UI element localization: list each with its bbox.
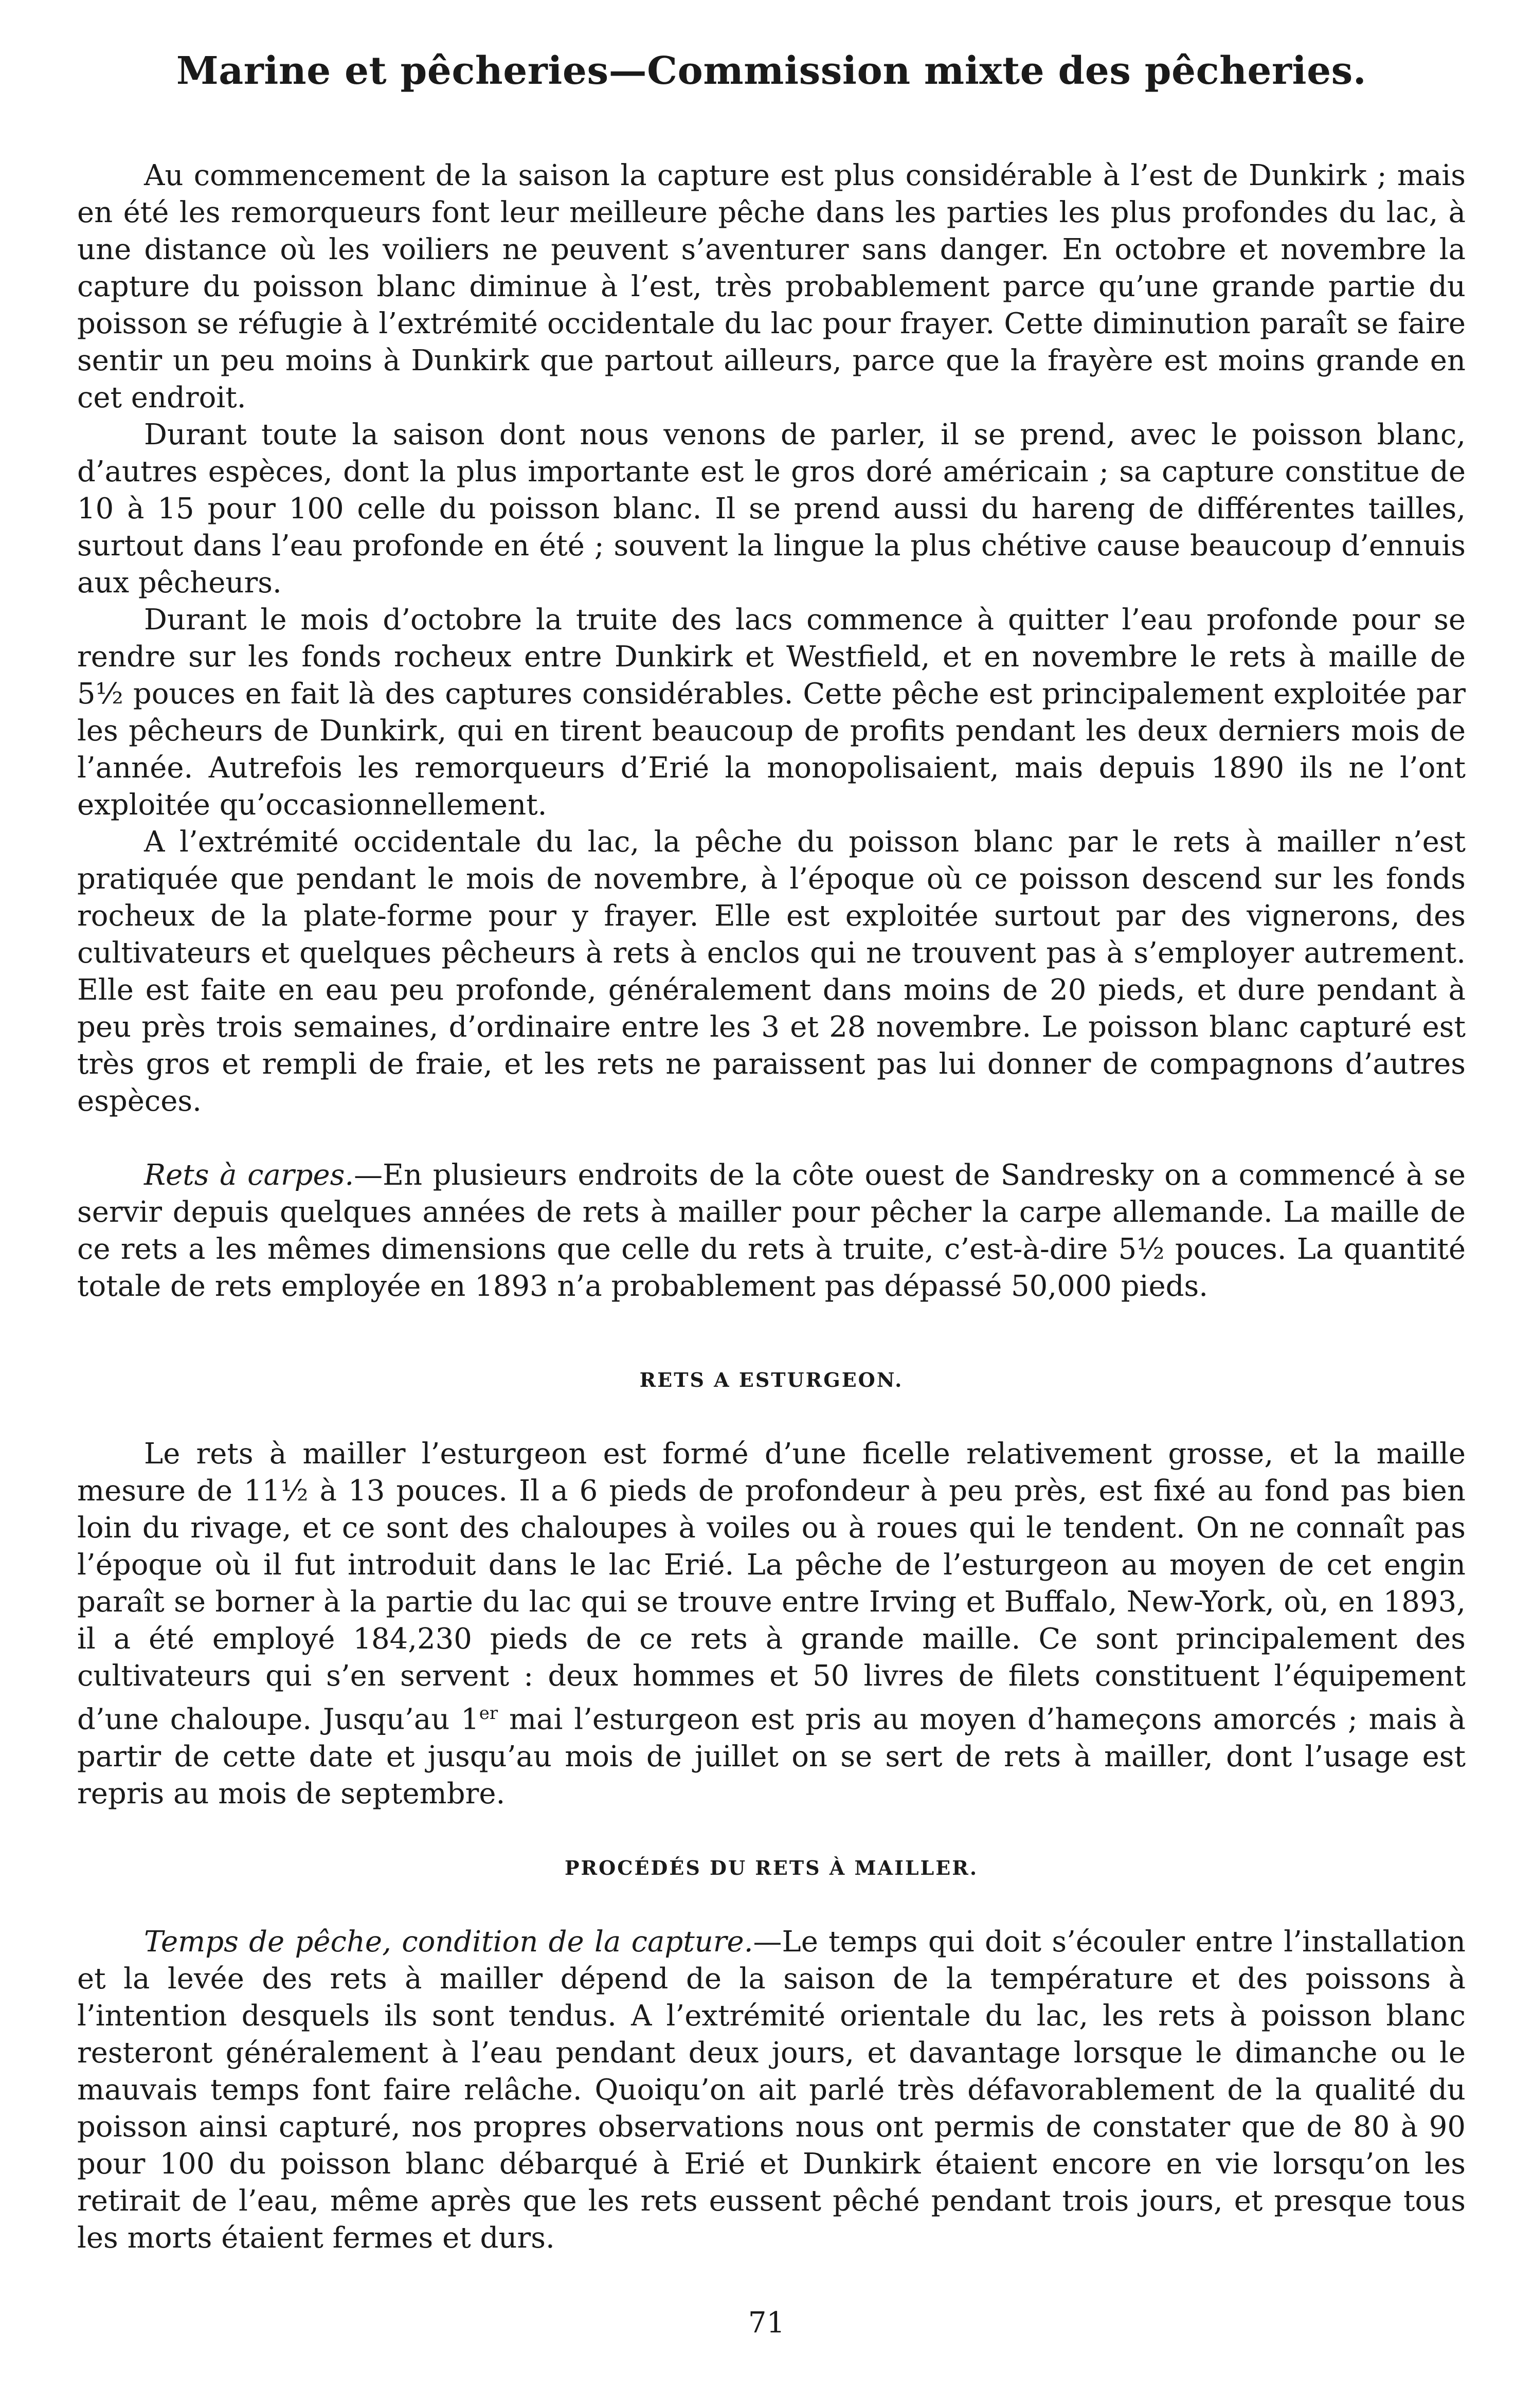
paragraph-rets-a-carpes [77,1157,1466,1305]
paragraph-extremite-occidentale: A l’extrémité occidentale du lac, la pêche du poisson blanc par le rets à mailler n’est pratiquée que pendant le mois de novembre, à l’époque où ce poisson descend sur les fonds rocheux de la plate-forme pour y frayer. Elle est exploitée surtout par des vignerons, des cultivateurs et quelques pêcheurs à rets à enclos qui ne trouvent pas à s’employer autrement. Elle est faite en eau peu profonde, généralement dans moins de 20 pieds, et dure pendant à peu près trois semaines, d’ordinaire entre les 3 et 28 novembre. Le poisson blanc capturé est très gros et rempli de fraie, et les rets ne paraissent pas lui donner de compagnons d’autres espèces. [77,825,1466,1118]
paragraph-esturgeon [77,1436,1466,1813]
paragraph-temps-de-peche [77,1924,1466,2257]
page [77,46,1466,2360]
paragraph-autres-especes: Durant toute la saison dont nous venons de parler, il se prend, avec le poisson blanc, d’autres espèces, dont la plus importante est le gros doré américain ; sa capture constitue de 10 à 15 pour 100 celle du poisson blanc. Il se prend aussi du hareng de différentes tailles, surtout dans l’eau profonde en été ; souvent la lingue la plus chétive cause beaucoup d’ennuis aux pêcheurs. [77,418,1466,600]
esturgeon-text-before: Le rets à mailler l’esturgeon est formé d’une ficelle relativement grosse, et la maille mesure de 11½ à 13 pouces. Il a 6 pieds de profondeur à peu près, est fixé au fond pas bien loin du rivage, et ce sont des chaloupes à voiles ou à roues qui le tendent. On ne connaît pas l’époque où il fut introduit dans le lac Erié. La pêche de l’esturgeon au moyen de cet engin paraît se borner à la partie du lac qui se trouve entre Irving et Buffalo, New-York, où, en 1893, il a été employé 184,230 pieds de ce rets à grande maille. Ce sont principalement des cultivateurs qui s’en servent : deux hommes et 50 livres de filets constituent l’équipement d’une chaloupe. Jusqu’au 1 [77,1437,1466,1736]
heading-procedes-du-rets: PROCÉDÉS DU RETS À MAILLER. [564,1856,979,1879]
page-title: Marine et pêcheries—Commission mixte des pêcheries. [176,49,1367,93]
carpes-lead: Rets à carpes. [144,1158,354,1192]
procedes-text: —Le temps qui doit s’écouler entre l’installation et la levée des rets à mailler dépend de la saison de la température et des poissons à l’intention desquels ils sont tendus. A l’extrémité orientale du lac, les rets à poisson blanc resteront généralement à l’eau pendant deux jours, et davantage lorsque le dimanche ou le mauvais temps font faire relâche. Quoiqu’on ait parlé très défavorablement de la qualité du poisson ainsi capturé, nos propres observations nous ont permis de constater que de 80 à 90 pour 100 du poisson blanc débarqué à Erié et Dunkirk étaient encore en vie lorsqu’on les retirait de l’eau, même après que les rets eussent pêché pendant trois jours, et presque tous les morts étaient fermes et durs. [77,1925,1466,2255]
esturgeon-superscript: er [479,1703,498,1724]
procedes-lead: Temps de pêche, condition de la capture. [144,1925,753,1959]
paragraph-truite-des-lacs: Durant le mois d’octobre la truite des lacs commence à quitter l’eau profonde pour se rendre sur les fonds rocheux entre Dunkirk et Westfield, et en novembre le rets à maille de 5½ pouces en fait là des captures considérables. Cette pêche est principalement exploitée par les pêcheurs de Dunkirk, qui en tirent beaucoup de profits pendant les deux derniers mois de l’année. Autrefois les remorqueurs d’Erié la monopolisaient, mais depuis 1890 ils ne l’ont exploitée qu’occasionnellement. [77,603,1466,822]
page-number: 71 [748,2306,785,2340]
paragraph-capture-saison: Au commencement de la saison la capture est plus considérable à l’est de Dunkirk ; mais en été les remorqueurs font leur meilleure pêche dans les parties les plus profondes du lac, à une distance où les voiliers ne peuvent s’aventurer sans danger. En octobre et novembre la capture du poisson blanc diminue à l’est, très probablement parce qu’une grande partie du poisson se réfugie à l’extrémité occidentale du lac pour frayer. Cette diminution paraît se faire sentir un peu moins à Dunkirk que partout ailleurs, parce que la frayère est moins grande en cet endroit. [77,159,1466,414]
carpes-text: —En plusieurs endroits de la côte ouest de Sandresky on a commencé à se servir depuis quelques années de rets à mailler pour pêcher la carpe allemande. La maille de ce rets a les mêmes dimensions que celle du rets à truite, c’est-à-dire 5½ pouces. La quantité totale de rets employée en 1893 n’a probablement pas dépassé 50,000 pieds. [77,1158,1466,1303]
heading-rets-a-esturgeon: RETS A ESTURGEON. [639,1368,904,1391]
esturgeon-text-after: mai l’esturgeon est pris au moyen d’hameçons amorcés ; mais à partir de cette date et jusqu’au mois de juillet on se sert de rets à mailler, dont l’usage est repris au mois de septembre. [77,1703,1466,1810]
